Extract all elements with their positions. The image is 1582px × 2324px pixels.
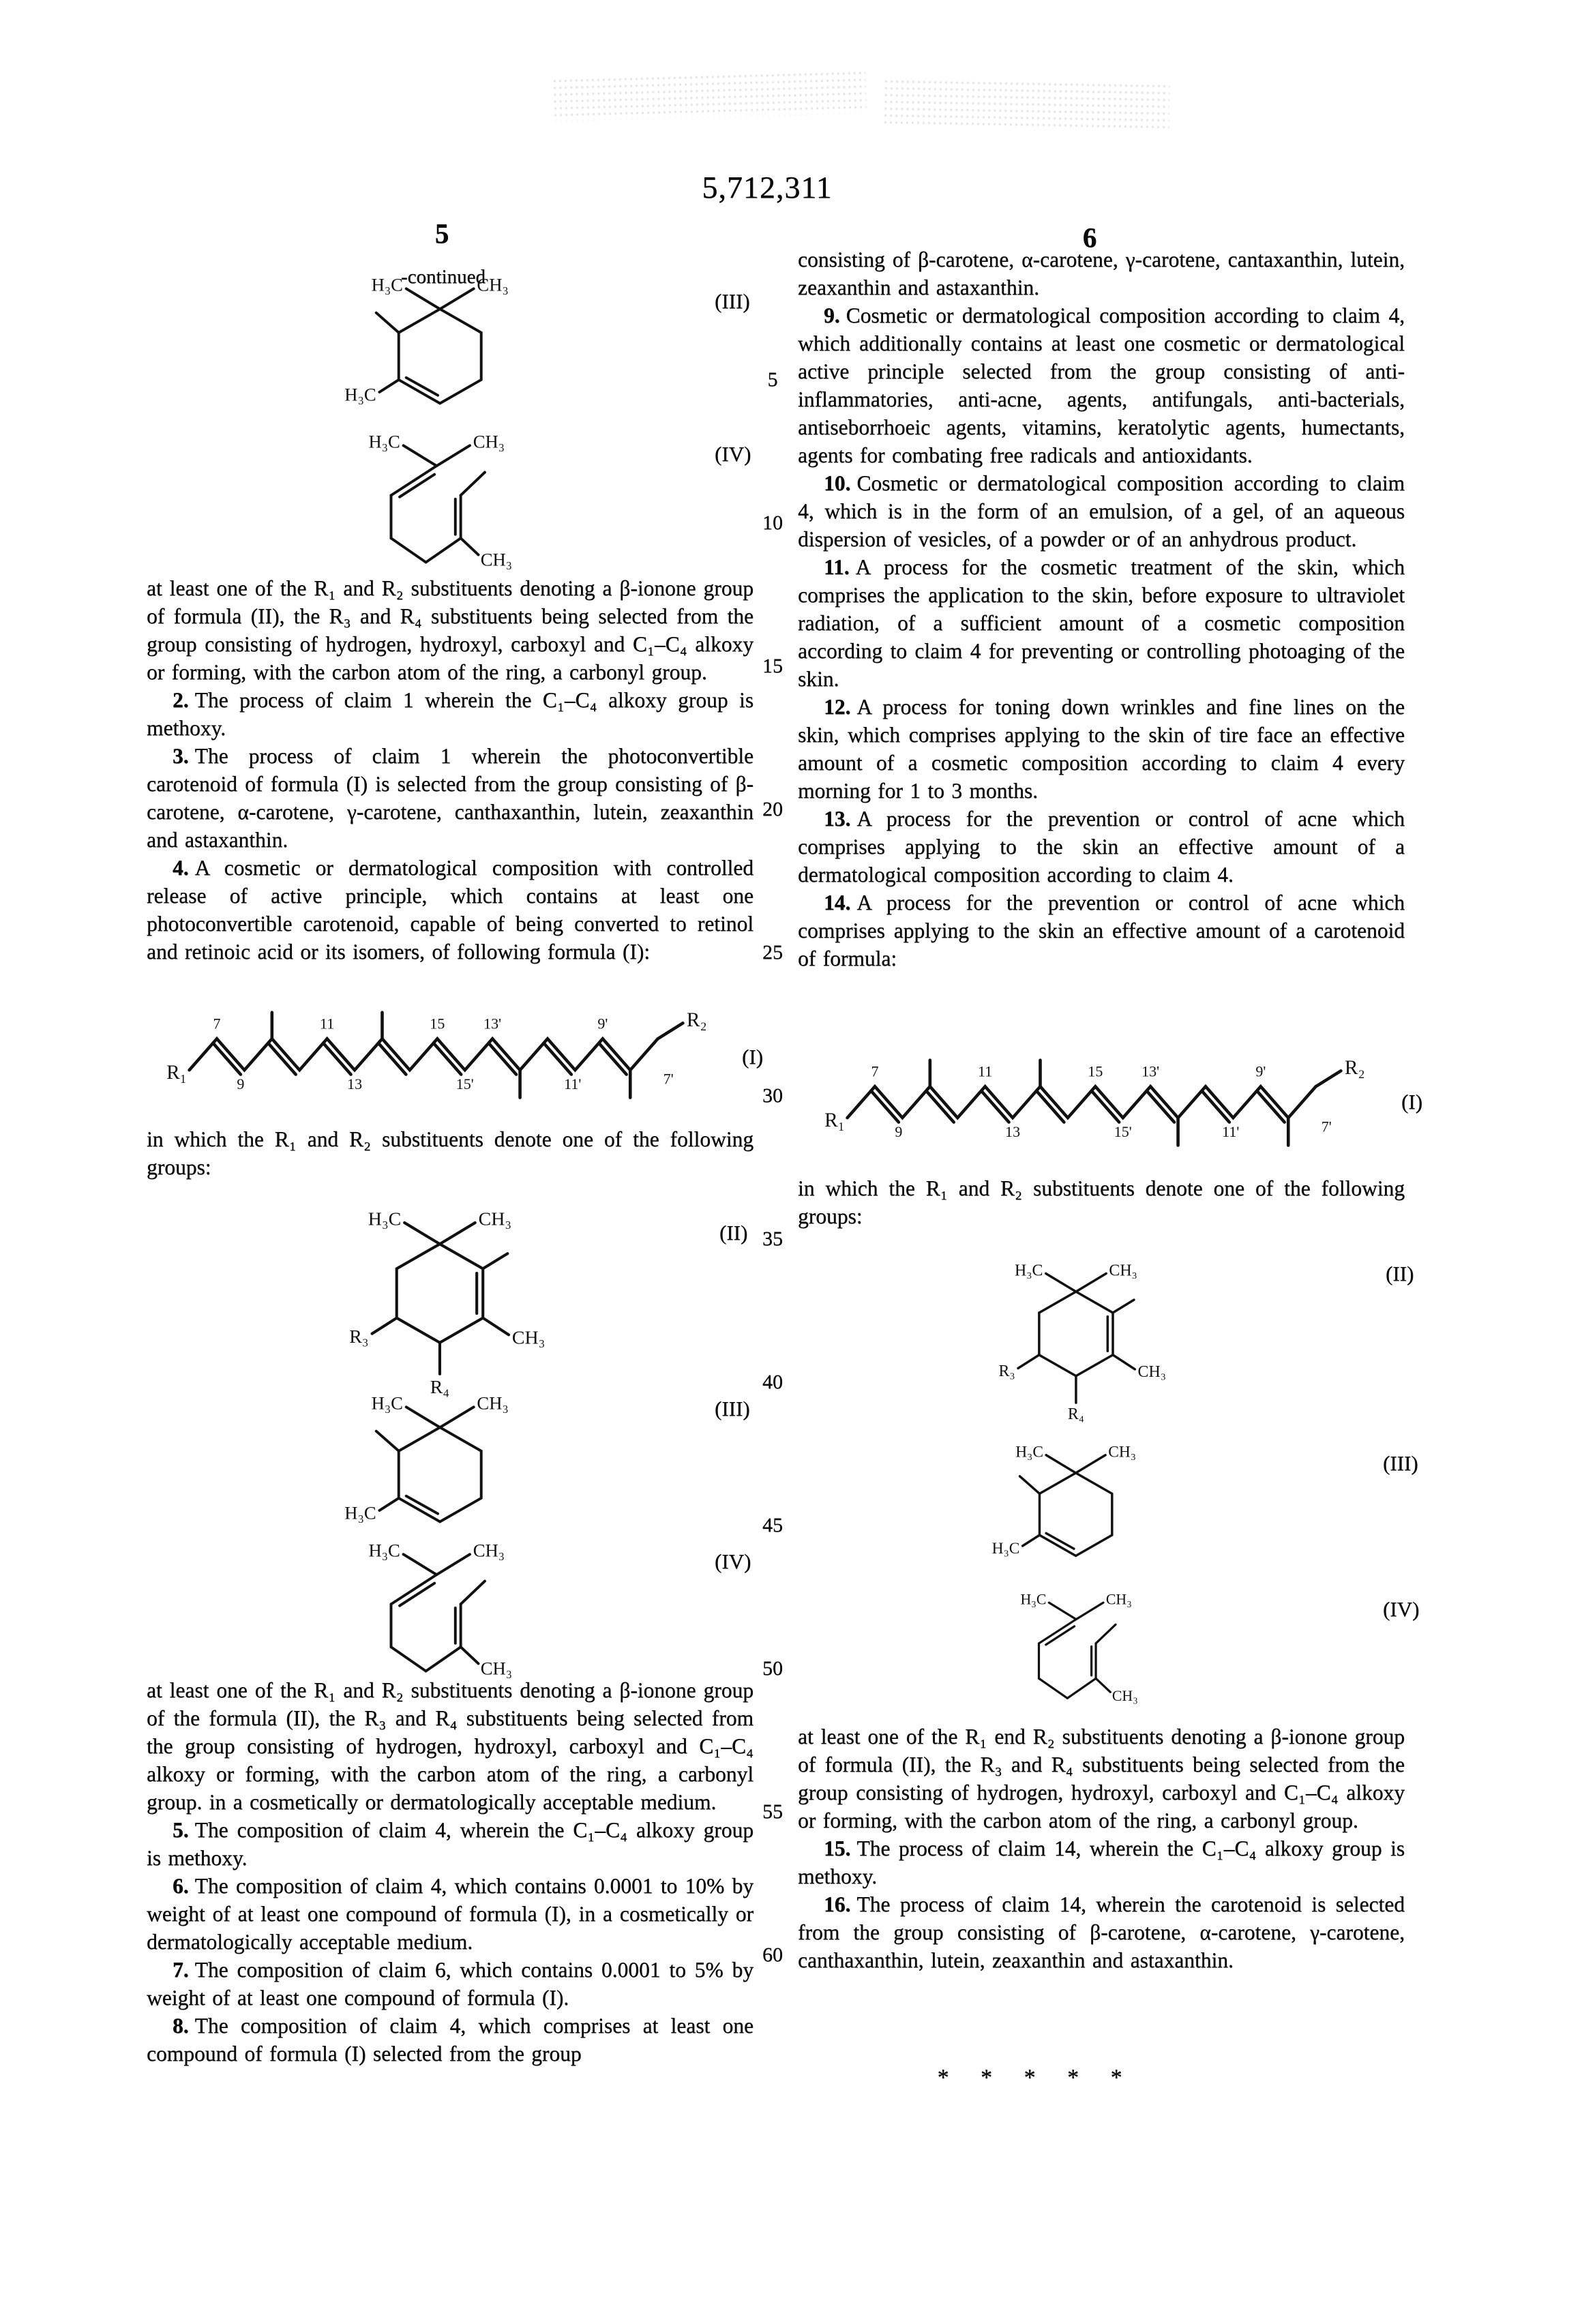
gutter-line-number: 15 <box>762 655 783 677</box>
claim-number: 14. <box>824 891 851 914</box>
claim-3 <box>147 742 753 854</box>
post-formula-text: at least one of the R₁ and R₂ substituents denoting a β-ionone group of the formula (II), the R₃ and R₄ substituents being selected from the group consisting of hydrogen, hydroxyl, carboxyl and C₁–C₄ alkoxy or forming, with the carbon atom of the ring, a carbonyl group. in a cosmetically or dermatologically acceptable medium. <box>147 1678 753 1814</box>
formula-label-iv: (IV) <box>715 442 751 466</box>
chain-position: 9' <box>1255 1062 1266 1080</box>
formula-label-ii: (II) <box>1386 1262 1414 1285</box>
claim-8-continuation: consisting of β-carotene, α-carotene, γ-carotene, cantaxanthin, lutein, zeaxanthin and astaxanthin. <box>798 248 1405 299</box>
claim-13 <box>798 805 1405 889</box>
atom-label: CH₃ <box>477 274 509 295</box>
right-in-which <box>798 1174 1405 1230</box>
atom-label: H₃C <box>1015 1443 1044 1461</box>
gutter-line-number: 55 <box>762 1800 783 1823</box>
right-text-block-1 <box>798 245 1405 972</box>
formula-ii-figure-right <box>987 1263 1189 1425</box>
chain-position: 15' <box>1114 1122 1132 1140</box>
claim-body: The process of claim 14, wherein the C₁–C₄ alkoxy group is methoxy. <box>798 1836 1405 1888</box>
atom-label: CH₃ <box>480 549 513 570</box>
claim-body: The process of claim 14, wherein the carotenoid is selected from the group consisting of β-carotene, α-carotene, γ-carotene, canthaxanthin, lutein, zeaxanthin and astaxanthin. <box>798 1892 1405 1972</box>
atom-label: H₃C <box>371 274 404 295</box>
claim-2 <box>147 686 753 742</box>
claim-number: 9. <box>824 303 840 327</box>
formula-label-iii: (III) <box>715 289 750 313</box>
left-text-block-1 <box>147 574 753 966</box>
claim-7 <box>147 1956 753 2012</box>
atom-label: H₃C <box>1014 1262 1043 1280</box>
gutter-line-number: 30 <box>762 1084 783 1107</box>
claim-number: 4. <box>173 856 189 880</box>
claim-body: The composition of claim 4, which contains 0.0001 to 10% by weight of at least one compound of formula (I), in a cosmetically or dermatologically acceptable medium. <box>147 1874 753 1954</box>
formula-label-iv: (IV) <box>1383 1597 1420 1621</box>
chain-position: 7 <box>871 1062 879 1080</box>
claim-number: 3. <box>173 744 189 768</box>
in-which-text: in which the R₁ and R₂ substituents denote one of the following groups: <box>147 1127 753 1179</box>
claim-body: A process for the cosmetic treatment of the skin, which comprises the application to the skin, before exposure to ultraviolet radiation, of a sufficient amount of a cosmetic composition according to claim 4 for preventing or controlling photoaging of the skin. <box>798 555 1405 691</box>
chain-position: 15 <box>430 1015 445 1032</box>
formula-iv-figure-left-top <box>335 431 560 598</box>
claim-number: 12. <box>824 695 851 719</box>
chain-position: 13 <box>347 1075 363 1092</box>
atom-label: CH₃ <box>1109 1262 1137 1280</box>
right-text-block-2 <box>798 1723 1405 1974</box>
claim-body: The process of claim 1 wherein the photoconvertible carotenoid of formula (I) is selected from the group consisting of β-carotene, α-carotene, γ-carotene, canthaxanthin, lutein, zeaxanthin and astaxanthin. <box>147 744 753 852</box>
claim-14 <box>798 889 1405 972</box>
gutter-line-number: 35 <box>762 1227 783 1250</box>
atom-label: H₃C <box>368 1208 402 1230</box>
substituent-label-r1: R₁ <box>166 1062 187 1084</box>
claim-number: 10. <box>824 471 851 495</box>
scan-noise-right <box>882 78 1169 130</box>
gutter-line-number: 10 <box>762 511 783 534</box>
atom-label: H₃C <box>368 1540 400 1561</box>
claim-body: The composition of claim 4, which comprises at least one compound of formula (I) selected from the group <box>147 2014 753 2066</box>
atom-label: R₃ <box>998 1362 1015 1380</box>
page-column-number-left: 5 <box>434 218 449 249</box>
chain-position: 15 <box>1088 1062 1103 1080</box>
formula-label-i: (I) <box>1401 1090 1422 1114</box>
atom-label: CH₃ <box>473 1540 505 1561</box>
claim-number: 7. <box>173 1958 189 1982</box>
atom-label: CH₃ <box>1111 1688 1138 1705</box>
gutter-line-number: 40 <box>762 1371 783 1393</box>
claim-9 <box>798 301 1405 469</box>
atom-label: R₄ <box>430 1376 450 1398</box>
chain-position: 13' <box>483 1015 502 1032</box>
post-formula-text: at least one of the R₁ end R₂ substituents denoting a β-ionone group of formula (II), the R₃ and R₄ substituents being selected from the group consisting of hydrogen, hydroxyl, carboxyl and C₁–C₄ alkoxy or forming, with the carbon atom of the ring, a carbonyl group. <box>798 1725 1405 1832</box>
atom-label: R₃ <box>349 1326 369 1347</box>
chain-position: 11' <box>564 1075 582 1092</box>
claim-1-continuation: at least one of the R₁ and R₂ substituents denoting a β-ionone group of formula (II), the R₃ and R₄ substituents being selected from the group consisting of hydrogen, hydroxyl, carboxyl and C₁–C₄ alkoxy or forming, with the carbon atom of the ring, a carbonyl group. <box>147 576 753 684</box>
chain-position: 13' <box>1141 1062 1160 1080</box>
atom-label: CH₃ <box>1108 1443 1137 1461</box>
gutter-line-number: 50 <box>762 1657 783 1680</box>
atom-label: H₃C <box>1020 1591 1047 1608</box>
formula-i-figure-left <box>166 1002 709 1112</box>
formula-ii-figure-left <box>336 1210 571 1399</box>
atom-label: H₃C <box>344 1502 376 1523</box>
claim-body: Cosmetic or dermatological composition according to claim 4, which additionally contains at least one cosmetic or dermatological active principle selected from the group consisting of anti-inflammatories, anti-acne, agents, antifungals, anti-bacterials, antiseborrhoeic agents, vitamins, keratolytic agents, humectants, agents for combating free radicals and antioxidants. <box>798 303 1405 467</box>
gutter-line-number: 60 <box>762 1943 783 1966</box>
gutter-line-number: 25 <box>762 941 783 964</box>
page-column-number-right: 6 <box>1082 222 1097 253</box>
formula-iii-figure-left-bottom <box>335 1392 561 1562</box>
gutter-line-number: 45 <box>762 1514 783 1536</box>
atom-label: H₃C <box>344 384 376 405</box>
formula-label-iii: (III) <box>715 1397 750 1420</box>
substituent-label-r2: R₂ <box>1344 1056 1365 1079</box>
chain-position: 9 <box>895 1122 903 1140</box>
formula-i-figure-right <box>824 1050 1367 1160</box>
formula-label-ii: (II) <box>719 1221 748 1245</box>
claim-number: 13. <box>824 807 851 831</box>
atom-label: H₃C <box>991 1540 1020 1558</box>
atom-label: CH₃ <box>480 1658 513 1679</box>
claim-number: 2. <box>173 688 189 712</box>
claim-11 <box>798 553 1405 693</box>
claim-body: The composition of claim 6, which contains 0.0001 to 5% by weight of at least one compound of formula (I). <box>147 1958 753 2010</box>
formula-label-iii: (III) <box>1383 1451 1418 1475</box>
chain-position: 13 <box>1005 1122 1021 1140</box>
gutter-line-number: 5 <box>767 368 778 391</box>
substituent-label-r2: R₂ <box>686 1009 707 1031</box>
chain-position: 11 <box>978 1062 993 1080</box>
chain-position: 7 <box>213 1015 221 1032</box>
claim-number: 16. <box>824 1892 851 1916</box>
chain-position: 15' <box>456 1075 474 1092</box>
atom-label: H₃C <box>371 1392 404 1414</box>
chain-position: 9' <box>597 1015 608 1032</box>
atom-label: CH₃ <box>1105 1591 1132 1608</box>
in-which-text: in which the R₁ and R₂ substituents denote one of the following groups: <box>798 1176 1405 1228</box>
substituent-label-r1: R₁ <box>824 1109 845 1132</box>
patent-number: 5,712,311 <box>702 170 833 205</box>
claim-5 <box>147 1816 753 1872</box>
claim-15 <box>798 1834 1405 1890</box>
atom-label: CH₃ <box>511 1327 546 1349</box>
claim-8 <box>147 2012 753 2068</box>
claim-body: Cosmetic or dermatological composition according to claim 4, which is in the form of an emulsion, of a gel, of an aqueous dispersion of vesicles, of a powder or of an anhydrous product. <box>798 471 1405 551</box>
chain-position: 7' <box>1321 1118 1332 1135</box>
chain-position: 11' <box>1222 1122 1240 1140</box>
formula-iv-figure-right <box>993 1593 1177 1728</box>
chain-position: 11 <box>320 1015 335 1032</box>
claim-body: A cosmetic or dermatological composition with controlled release of active principle, which contains at least one photoconvertible carotenoid, capable of being converted to retinol and retinoic acid or its isomers, of following formula (I): <box>147 856 753 964</box>
claim-body: A process for the prevention or control of acne which comprises applying to the skin an effective amount of a carotenoid of formula: <box>798 891 1405 970</box>
chain-position: 7' <box>663 1070 674 1088</box>
claim-number: 11. <box>824 555 850 579</box>
atom-label: CH₃ <box>477 1392 509 1414</box>
atom-label: CH₃ <box>1137 1363 1167 1382</box>
claim-body: The composition of claim 4, wherein the C₁–C₄ alkoxy group is methoxy. <box>147 1818 753 1870</box>
continued-label: -continued <box>400 266 486 288</box>
claim-12 <box>798 693 1405 805</box>
formula-label-i: (I) <box>742 1045 763 1069</box>
atom-label: CH₃ <box>473 431 505 452</box>
formula-label-iv: (IV) <box>715 1549 751 1573</box>
formula-iii-figure-right <box>984 1443 1182 1592</box>
chain-position: 9 <box>237 1075 245 1092</box>
end-of-claims-asterisks: * * * * * <box>937 2065 1126 2090</box>
claim-number: 8. <box>173 2014 189 2038</box>
atom-label: R₄ <box>1067 1405 1085 1423</box>
claim-body: A process for toning down wrinkles and fine lines on the skin, which comprises applying to the skin of tire face an effective amount of a cosmetic composition according to claim 4 every morning for 1 to 3 months. <box>798 695 1405 803</box>
claim-body: A process for the prevention or control of acne which comprises applying to the skin an effective amount of a dermatological composition according to claim 4. <box>798 807 1405 887</box>
left-text-block-2 <box>147 1676 753 2068</box>
claim-number: 6. <box>173 1874 189 1898</box>
claim-4 <box>147 854 753 966</box>
claim-16 <box>798 1890 1405 1974</box>
claim-number: 5. <box>173 1818 189 1842</box>
left-in-which <box>147 1125 753 1181</box>
gutter-line-number: 20 <box>762 798 783 820</box>
claim-6 <box>147 1872 753 1956</box>
scan-noise-left <box>552 70 867 121</box>
atom-label: CH₃ <box>478 1208 512 1230</box>
claim-number: 15. <box>824 1836 851 1860</box>
claim-10 <box>798 469 1405 553</box>
atom-label: H₃C <box>368 431 400 452</box>
claim-body: The process of claim 1 wherein the C₁–C₄ alkoxy group is methoxy. <box>147 688 753 740</box>
